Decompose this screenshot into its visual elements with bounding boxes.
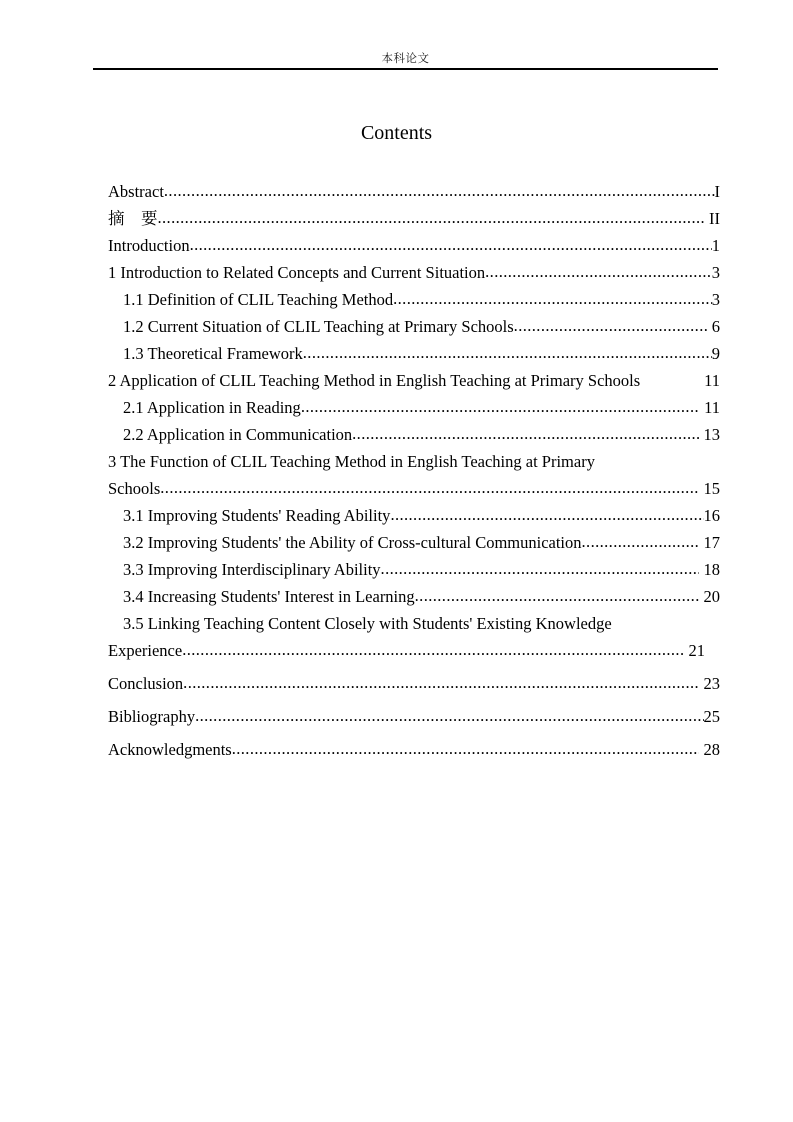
toc-entry-label: Bibliography [108, 707, 196, 726]
toc-leader-dots [352, 420, 699, 447]
toc-entry[interactable] [108, 421, 720, 448]
toc-entry[interactable] [108, 232, 720, 259]
toc-entry[interactable] [108, 178, 720, 205]
toc-page-number: 13 [699, 425, 720, 444]
toc-entry[interactable] [108, 502, 720, 529]
toc-page-number: 16 [703, 506, 720, 525]
toc-leader-dots [190, 231, 712, 258]
toc-leader-dots [303, 339, 712, 366]
toc-page-number: 21 [684, 641, 705, 660]
toc-entry[interactable] [108, 259, 720, 286]
toc-leader-dots [301, 393, 700, 420]
table-of-contents [108, 178, 720, 763]
toc-leader-dots [415, 582, 700, 609]
toc-entry[interactable] [108, 286, 720, 313]
toc-entry-label: 摘 要 [108, 209, 158, 228]
toc-entry[interactable] [108, 448, 720, 502]
toc-entry-label: 3.4 Increasing Students' Interest in Learning [123, 587, 415, 606]
toc-page-number: 9 [711, 344, 720, 363]
toc-entry-row [108, 670, 720, 697]
toc-entry-label: 2 Application of CLIL Teaching Method in English Teaching at Primary Schools [108, 371, 641, 390]
toc-page-number: 1 [711, 236, 720, 255]
toc-entry-row [123, 394, 720, 421]
toc-leader-dots [183, 669, 699, 696]
toc-entry-continuation [108, 475, 720, 502]
toc-page-number: 25 [703, 707, 720, 726]
toc-entry-label: 1.3 Theoretical Framework [123, 344, 303, 363]
page-header [93, 50, 718, 70]
toc-entry[interactable] [108, 736, 720, 763]
toc-leader-dots [160, 474, 699, 501]
toc-leader-dots [195, 702, 703, 729]
toc-leader-dots [514, 312, 708, 339]
toc-entry-continuation [108, 637, 705, 664]
running-head: 本科论文 [381, 51, 430, 65]
toc-entry-label: 3 The Function of CLIL Teaching Method in English Teaching at Primary [108, 452, 595, 471]
toc-page-number: 11 [704, 371, 720, 390]
toc-entry-label: 2.1 Application in Reading [123, 398, 301, 417]
toc-entry-label: 1.2 Current Situation of CLIL Teaching at Primary Schools [123, 317, 514, 336]
toc-entry-label-cont: Experience [108, 641, 183, 660]
toc-entry-row [108, 367, 720, 394]
toc-leader-dots [381, 555, 700, 582]
toc-entry-row [123, 340, 720, 367]
toc-page-number: 18 [699, 560, 720, 579]
toc-entry-label: Conclusion [108, 674, 184, 693]
toc-entry[interactable] [108, 670, 720, 697]
toc-page-number: 6 [707, 317, 720, 336]
header-rule [93, 68, 718, 70]
toc-page-number: 17 [699, 533, 720, 552]
toc-entry-row [123, 556, 720, 583]
toc-page-number: 11 [699, 398, 720, 417]
toc-entry-row [108, 703, 720, 730]
toc-entry[interactable] [108, 610, 720, 664]
toc-entry[interactable] [108, 205, 720, 232]
toc-entry[interactable] [108, 529, 720, 556]
toc-entry-label: 3.1 Improving Students' Reading Ability [123, 506, 391, 525]
toc-entry-row [108, 736, 720, 763]
toc-entry-label: Abstract [108, 182, 164, 201]
toc-leader-dots [390, 501, 703, 528]
toc-entry-label: Introduction [108, 236, 190, 255]
toc-entry-label: 1.1 Definition of CLIL Teaching Method [123, 290, 394, 309]
toc-leader-dots [158, 204, 705, 231]
toc-leader-dots [182, 636, 684, 663]
toc-entry-label: 1 Introduction to Related Concepts and Current Situation [108, 263, 486, 282]
toc-entry[interactable] [108, 556, 720, 583]
toc-entry-label: 3.5 Linking Teaching Content Closely with Students' Existing Knowledge [123, 614, 612, 633]
toc-page-number: 15 [699, 479, 720, 498]
toc-entry-row [123, 313, 720, 340]
toc-leader-dots [164, 177, 715, 204]
toc-page-number: 3 [711, 290, 720, 309]
toc-entry[interactable] [108, 583, 720, 610]
toc-entry-row [123, 286, 720, 313]
toc-page-number: 28 [699, 740, 720, 759]
toc-entry-row [108, 259, 720, 286]
toc-entry-label: Acknowledgments [108, 740, 232, 759]
page-title: Contents [360, 122, 433, 144]
toc-entry[interactable] [108, 313, 720, 340]
toc-entry[interactable] [108, 367, 720, 394]
toc-entry-row [108, 205, 720, 232]
toc-entry-row [108, 178, 720, 205]
toc-leader-dots [485, 258, 712, 285]
toc-entry[interactable] [108, 394, 720, 421]
toc-entry-row [123, 421, 720, 448]
toc-page-number: II [704, 209, 720, 228]
toc-page-number: 23 [699, 674, 720, 693]
toc-entry-row [108, 232, 720, 259]
toc-leader-dots [393, 285, 712, 312]
toc-page-number: I [714, 182, 720, 201]
toc-entry-row [123, 529, 720, 556]
toc-entry[interactable] [108, 340, 720, 367]
toc-page-number: 20 [699, 587, 720, 606]
toc-leader-dots [232, 735, 700, 762]
toc-entry-label: 3.3 Improving Interdisciplinary Ability [123, 560, 381, 579]
toc-entry-label-cont: Schools [108, 479, 161, 498]
toc-entry-label: 3.2 Improving Students' the Ability of Cross-cultural Communication [123, 533, 582, 552]
toc-page-number: 3 [711, 263, 720, 282]
toc-leader-dots [582, 528, 700, 555]
toc-entry-label: 2.2 Application in Communication [123, 425, 353, 444]
toc-entry-row [123, 583, 720, 610]
toc-entry-row [123, 502, 720, 529]
toc-entry[interactable] [108, 703, 720, 730]
